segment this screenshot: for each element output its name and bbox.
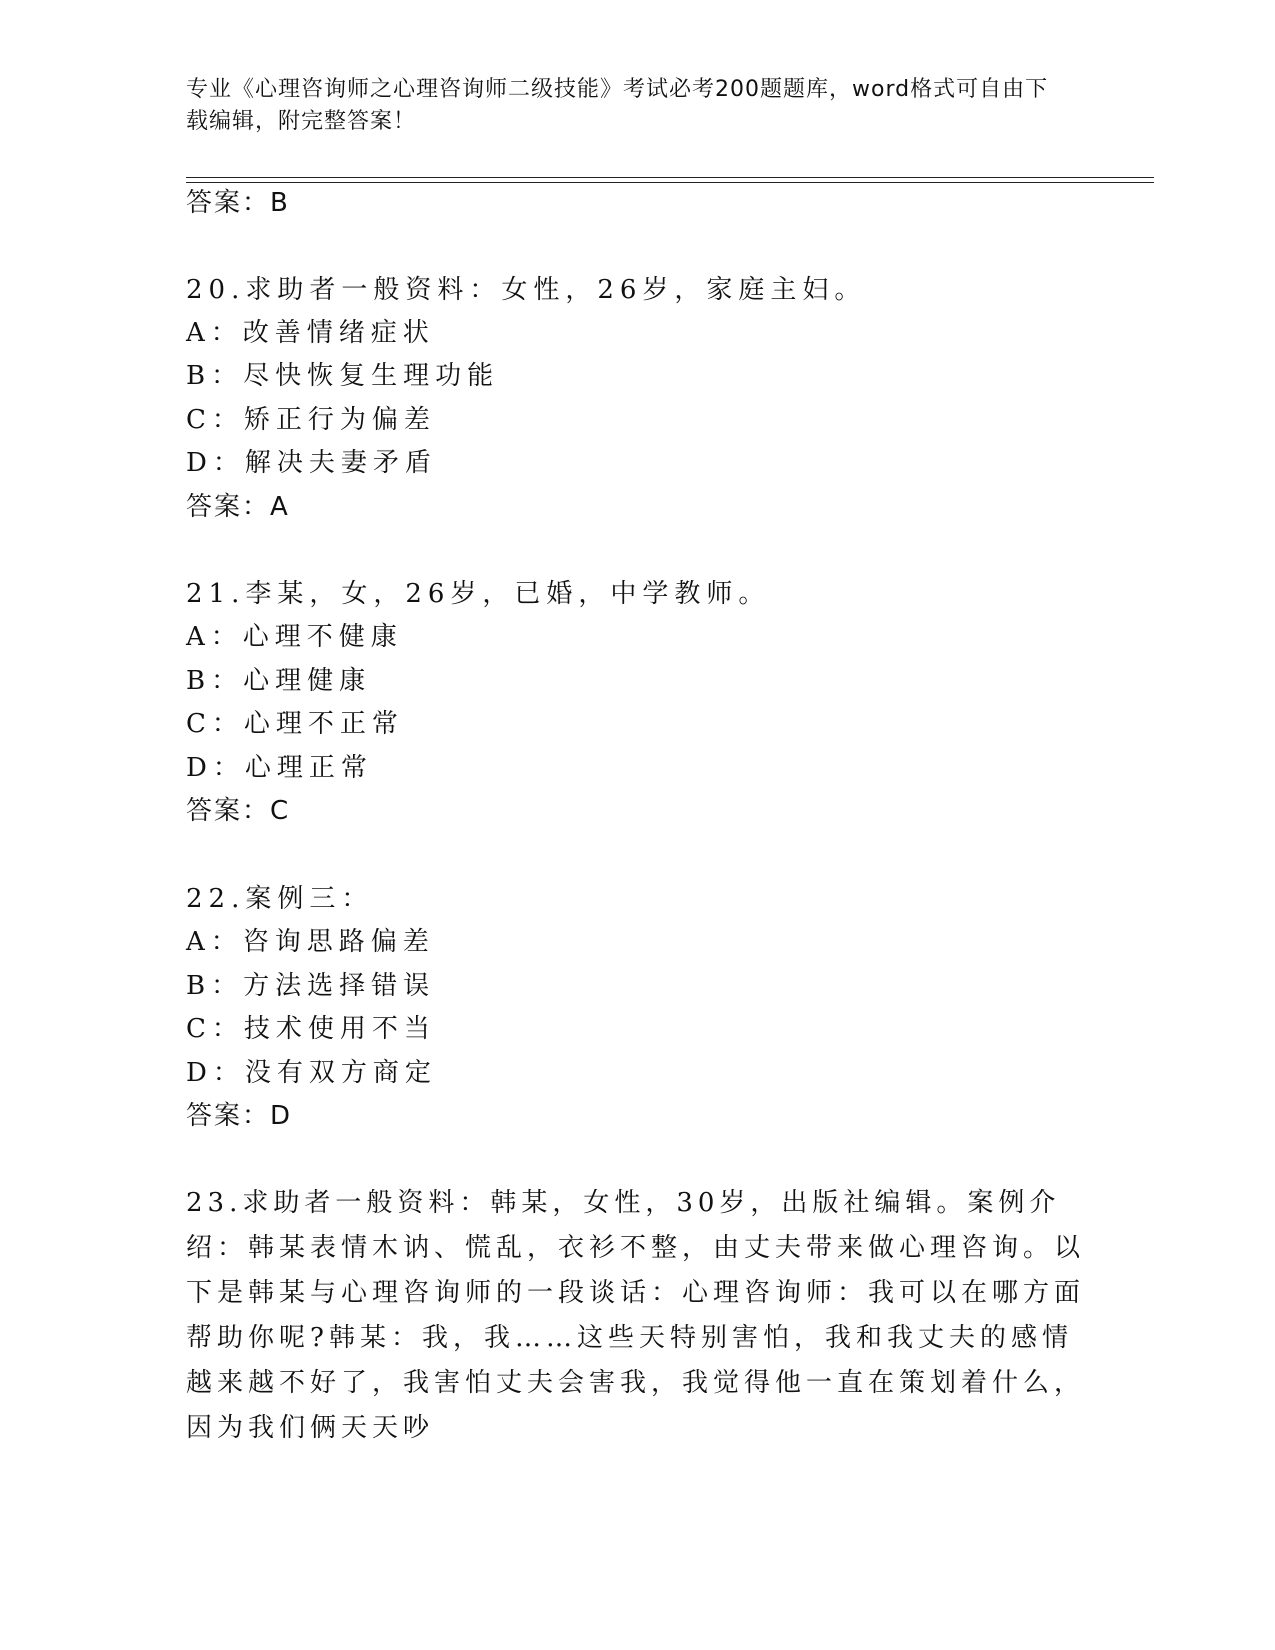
question-22-option-c: C：技术使用不当 — [186, 1014, 436, 1044]
document-header: 专业《心理咨询师之心理咨询师二级技能》考试必考200题题库，word格式可自由下载编辑，附完整答案！ — [186, 77, 1049, 134]
question-22-stem: 22.案例三： — [186, 884, 374, 914]
question-22-option-a: A：咨询思路偏差 — [186, 927, 435, 957]
prev-answer: 答案：B — [186, 188, 290, 218]
question-21-answer: 答案：C — [186, 796, 291, 826]
question-21-option-c: C：心理不正常 — [186, 709, 404, 739]
question-21-option-d: D：心理正常 — [186, 753, 373, 783]
question-20-answer: 答案：A — [186, 492, 290, 522]
question-21-stem: 21.李某，女，26岁，已婚，中学教师。 — [186, 579, 771, 609]
question-23-text: 23.求助者一般资料：韩某，女性，30岁，出版社编辑。案例介绍：韩某表情木讷、慌乱，衣衫不整，由丈夫带来做心理咨询。以下是韩某与心理咨询师的一段谈话：心理咨询师：我可以在哪方面帮助你呢?韩某：我，我……这些天特别害怕，我和我丈夫的感情越来越不好了，我害怕丈夫会害我，我觉得他一直在策划着什么，因为我们俩天天吵 — [186, 1188, 1086, 1443]
question-22-option-b: B：方法选择错误 — [186, 971, 436, 1001]
header-rule-top — [186, 177, 1154, 178]
question-20-option-a: A：改善情绪症状 — [186, 318, 435, 348]
question-21-option-b: B：心理健康 — [186, 666, 372, 696]
question-22-answer: 答案：D — [186, 1101, 293, 1131]
question-20-option-b: B：尽快恢复生理功能 — [186, 361, 500, 391]
question-20-option-c: C：矫正行为偏差 — [186, 405, 436, 435]
question-20-option-d: D：解决夫妻矛盾 — [186, 448, 437, 478]
header-rule-bottom — [186, 182, 1154, 183]
question-21-option-a: A：心理不健康 — [186, 622, 403, 652]
question-22-option-d: D：没有双方商定 — [186, 1058, 437, 1088]
question-20-stem: 20.求助者一般资料：女性，26岁，家庭主妇。 — [186, 275, 867, 305]
